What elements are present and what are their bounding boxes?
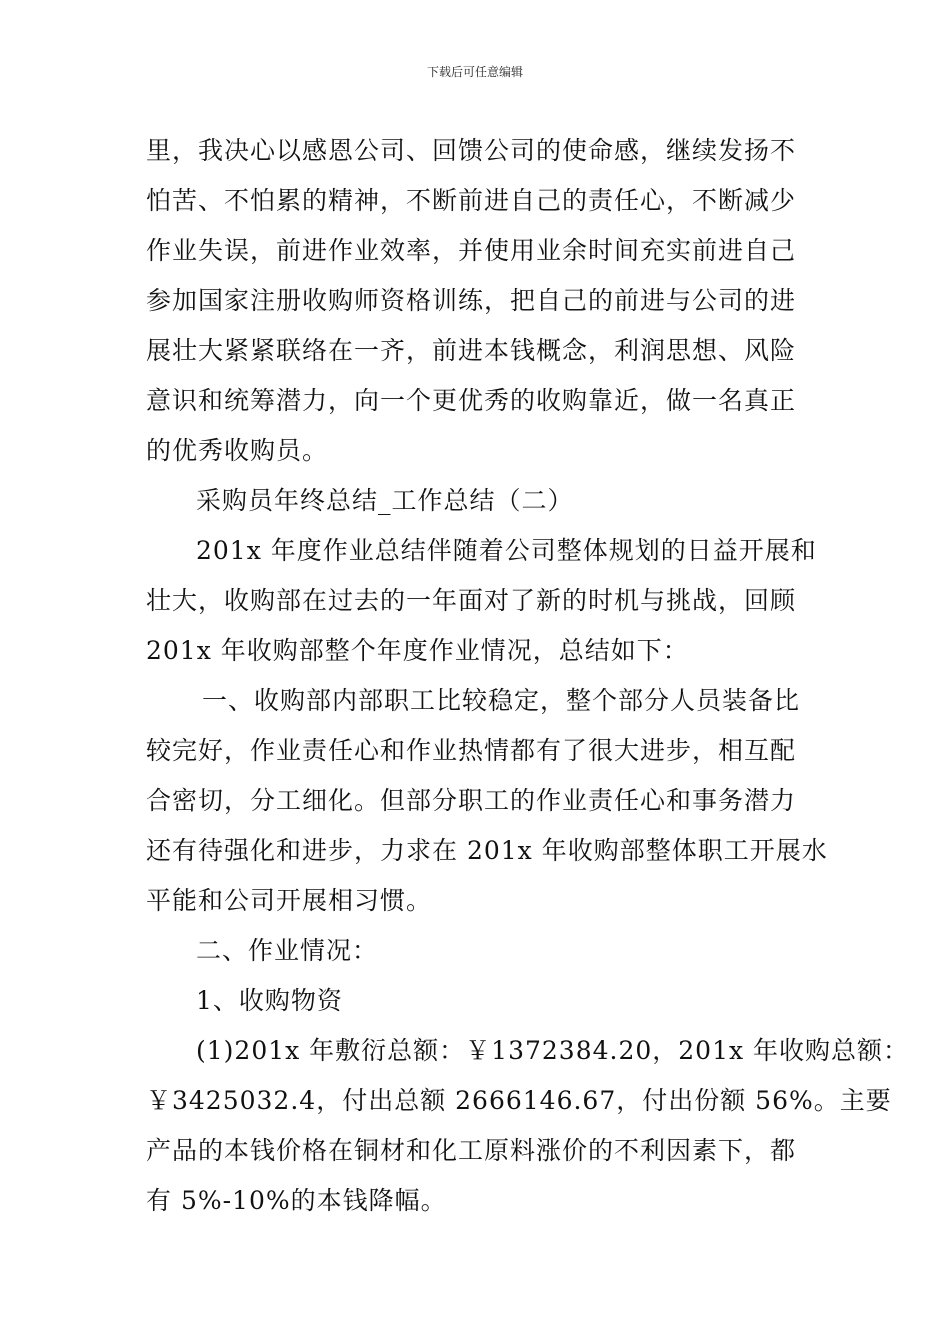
text-line: 的优秀收购员。 <box>146 436 329 465</box>
text-line: 1、收购物资 <box>196 986 343 1015</box>
text-line: ￥3425032.4，付出总额 2666146.67，付出份额 56%。主要 <box>146 1086 892 1115</box>
text-line: 还有待强化和进步，力求在 201x 年收购部整体职工开展水 <box>146 836 828 865</box>
text-line: 201x 年度作业总结伴随着公司整体规划的日益开展和 <box>196 536 817 565</box>
text-line: 产品的本钱价格在铜材和化工原料涨价的不利因素下，都 <box>146 1136 797 1165</box>
text-line: 怕苦、不怕累的精神，不断前进自己的责任心，不断减少 <box>146 186 797 215</box>
text-line: 展壮大紧紧联络在一齐，前进本钱概念，利润思想、风险 <box>146 336 797 365</box>
text-line: 201x 年收购部整个年度作业情况，总结如下： <box>146 636 689 665</box>
document-body <box>146 126 910 1226</box>
paragraph-staff <box>146 676 828 926</box>
section-title <box>146 476 810 526</box>
heading-work-status <box>146 926 810 976</box>
page-header-note: 下载后可任意编辑 <box>426 65 523 79</box>
heading-purchase-materials <box>146 976 810 1026</box>
text-line: 参加国家注册收购师资格训练，把自己的前进与公司的进 <box>146 286 797 315</box>
text-line: 里，我决心以感恩公司、回馈公司的使命感，继续发扬不 <box>146 136 797 165</box>
text-line: 意识和统筹潜力，向一个更优秀的收购靠近，做一名真正 <box>146 386 797 415</box>
text-line: 合密切，分工细化。但部分职工的作业责任心和事务潜力 <box>146 786 797 815</box>
text-line: 较完好，作业责任心和作业热情都有了很大进步，相互配 <box>146 736 797 765</box>
text-line: 采购员年终总结_工作总结（二） <box>196 486 574 515</box>
text-line: 一、收购部内部职工比较稳定，整个部分人员装备比 <box>202 686 801 715</box>
paragraph-totals <box>146 1026 910 1226</box>
text-line: 壮大，收购部在过去的一年面对了新的时机与挑战，回顾 <box>146 586 797 615</box>
text-line: 二、作业情况： <box>196 936 379 965</box>
paragraph-conclusion <box>146 126 810 476</box>
text-line: 作业失误，前进作业效率，并使用业余时间充实前进自己 <box>146 236 797 265</box>
text-line: 有 5%-10%的本钱降幅。 <box>146 1186 447 1215</box>
paragraph-intro <box>146 526 817 676</box>
text-line: 平能和公司开展相习惯。 <box>146 886 433 915</box>
text-line: (1)201x 年敷衍总额：￥1372384.20，201x 年收购总额： <box>196 1036 910 1065</box>
